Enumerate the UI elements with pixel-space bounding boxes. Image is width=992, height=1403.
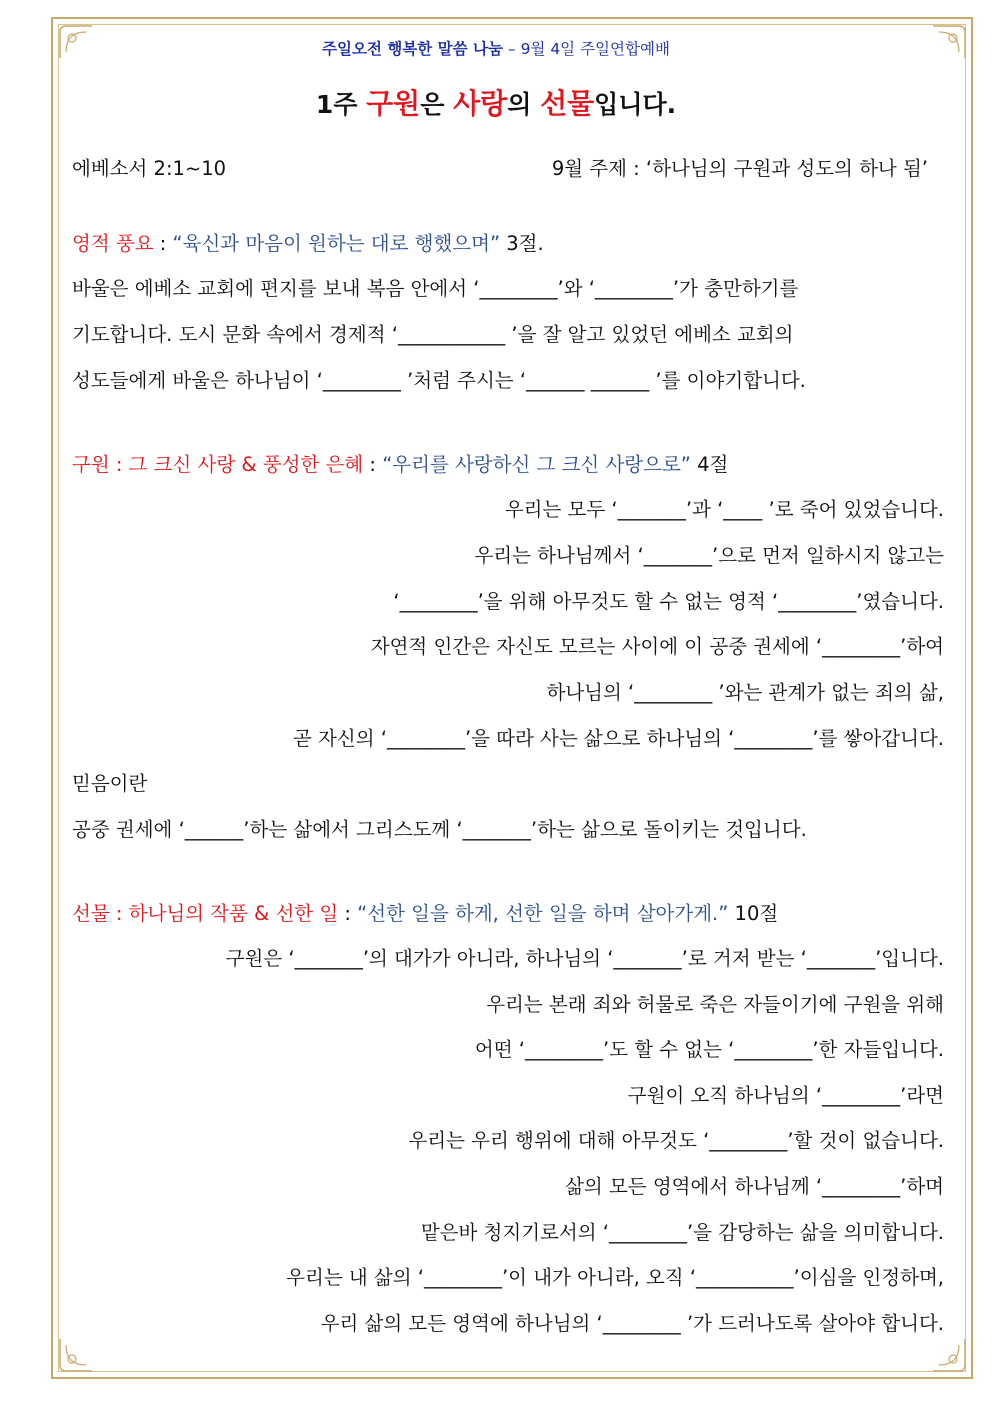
faith-line: 공중 권세에 ‘______’하는 삶에서 그리스도께 ‘_______’하는 삶으로 돌이키는 것입니다. bbox=[72, 818, 807, 841]
monthly-theme: 9월 주제 : ‘하나님의 구원과 성도의 하나 됨’ bbox=[551, 157, 928, 180]
section3-verse: 10절 bbox=[728, 902, 779, 925]
title-word-salvation: 구원 bbox=[366, 87, 421, 120]
title-particle-1: 은 bbox=[420, 90, 454, 119]
corner-ornament-bottom-right bbox=[929, 1335, 969, 1375]
section1-quote: “육신과 마음이 원하는 대로 행했으며” bbox=[172, 232, 501, 255]
section2-line: 우리는 하나님께서 ‘_______’으로 먼저 일하시지 않고는 bbox=[474, 544, 944, 567]
title-word-gift: 선물 bbox=[540, 87, 595, 120]
section2-verse: 4절 bbox=[690, 453, 729, 476]
section3-quote: “선한 일을 하게, 선한 일을 하며 살아가게.” bbox=[357, 902, 729, 925]
section1-colon: : bbox=[153, 232, 173, 255]
title-particle-2: 의 bbox=[507, 90, 541, 119]
page-header bbox=[0, 37, 992, 59]
section3-line: 어떤 ‘________’도 할 수 없는 ‘________’한 자들입니다. bbox=[474, 1038, 944, 1061]
section2-quote: “우리를 사랑하신 그 크신 사랑으로” bbox=[382, 453, 691, 476]
header-service: 9월 4일 주일연합예배 bbox=[520, 40, 670, 58]
section1-verse: 3절. bbox=[500, 232, 544, 255]
section3-line: 우리 삶의 모든 영역에 하나님의 ‘________ ’가 드러나도록 살아야 합니다. bbox=[320, 1312, 944, 1335]
faith-label: 믿음이란 bbox=[72, 772, 148, 795]
section3-colon: : bbox=[338, 902, 358, 925]
section2-line: 자연적 인간은 자신도 모르는 사이에 이 공중 권세에 ‘________’하여 bbox=[370, 635, 944, 658]
section2-colon: : bbox=[363, 453, 383, 476]
section3-line: 삶의 모든 영역에서 하나님께 ‘________’하며 bbox=[565, 1175, 944, 1198]
title-word-love: 사랑 bbox=[453, 87, 508, 120]
section3-line: 구원은 ‘_______’의 대가가 아니라, 하나님의 ‘_______’로 거저 받는 ‘_______’입니다. bbox=[225, 947, 944, 970]
section2-line: 우리는 모두 ‘_______’과 ‘____ ’로 죽어 있었습니다. bbox=[504, 498, 944, 521]
section2-line: 하나님의 ‘________ ’와는 관계가 없는 죄의 삶, bbox=[546, 681, 944, 704]
section1-heading-line bbox=[72, 231, 944, 257]
section1-line: 기도합니다. 도시 문화 속에서 경제적 ‘___________ ’을 잘 알고 있었던 에베소 교회의 bbox=[72, 323, 794, 346]
title-week: 1주 bbox=[315, 90, 358, 119]
section3-heading-line bbox=[72, 901, 944, 927]
section3-line: 우리는 내 삶의 ‘________’이 내가 아니라, 오직 ‘__________’이심을 인정하며, bbox=[286, 1266, 944, 1289]
section2-heading-line bbox=[72, 452, 944, 478]
section1-heading: 영적 풍요 bbox=[72, 232, 154, 255]
scripture-reference: 에베소서 2:1~10 bbox=[72, 157, 227, 180]
section2-line: 곧 자신의 ‘________’을 따라 사는 삶으로 하나님의 ‘________’를 쌓아갑니다. bbox=[293, 727, 944, 750]
section3-line: 맡은바 청지기로서의 ‘________’을 감당하는 삶을 의미합니다. bbox=[420, 1221, 944, 1244]
header-separator: – bbox=[502, 40, 521, 58]
section3-heading: 선물 : 하나님의 작품 & 선한 일 bbox=[72, 902, 339, 925]
section2-line: ‘________’을 위해 아무것도 할 수 없는 영적 ‘________’였습니다. bbox=[393, 590, 944, 613]
title-particle-3: 입니다. bbox=[594, 90, 677, 119]
header-series: 주일오전 행복한 말씀 나눔 bbox=[322, 40, 503, 58]
section3-line: 구원이 오직 하나님의 ‘________’라면 bbox=[627, 1084, 944, 1107]
section3-line: 우리는 우리 행위에 대해 아무것도 ‘________’할 것이 없습니다. bbox=[408, 1129, 944, 1152]
section2-heading: 구원 : 그 크신 사랑 & 풍성한 은혜 bbox=[72, 453, 364, 476]
corner-ornament-bottom-left bbox=[56, 1335, 96, 1375]
section1-line: 바울은 에베소 교회에 편지를 보내 복음 안에서 ‘________’와 ‘________’가 충만하기를 bbox=[72, 277, 799, 300]
page-title bbox=[0, 82, 992, 122]
section3-line: 우리는 본래 죄와 허물로 죽은 자들이기에 구원을 위해 bbox=[486, 993, 944, 1016]
section1-line: 성도들에게 바울은 하나님이 ‘________ ’처럼 주시는 ‘______ ______ ’를 이야기합니다. bbox=[72, 369, 806, 392]
